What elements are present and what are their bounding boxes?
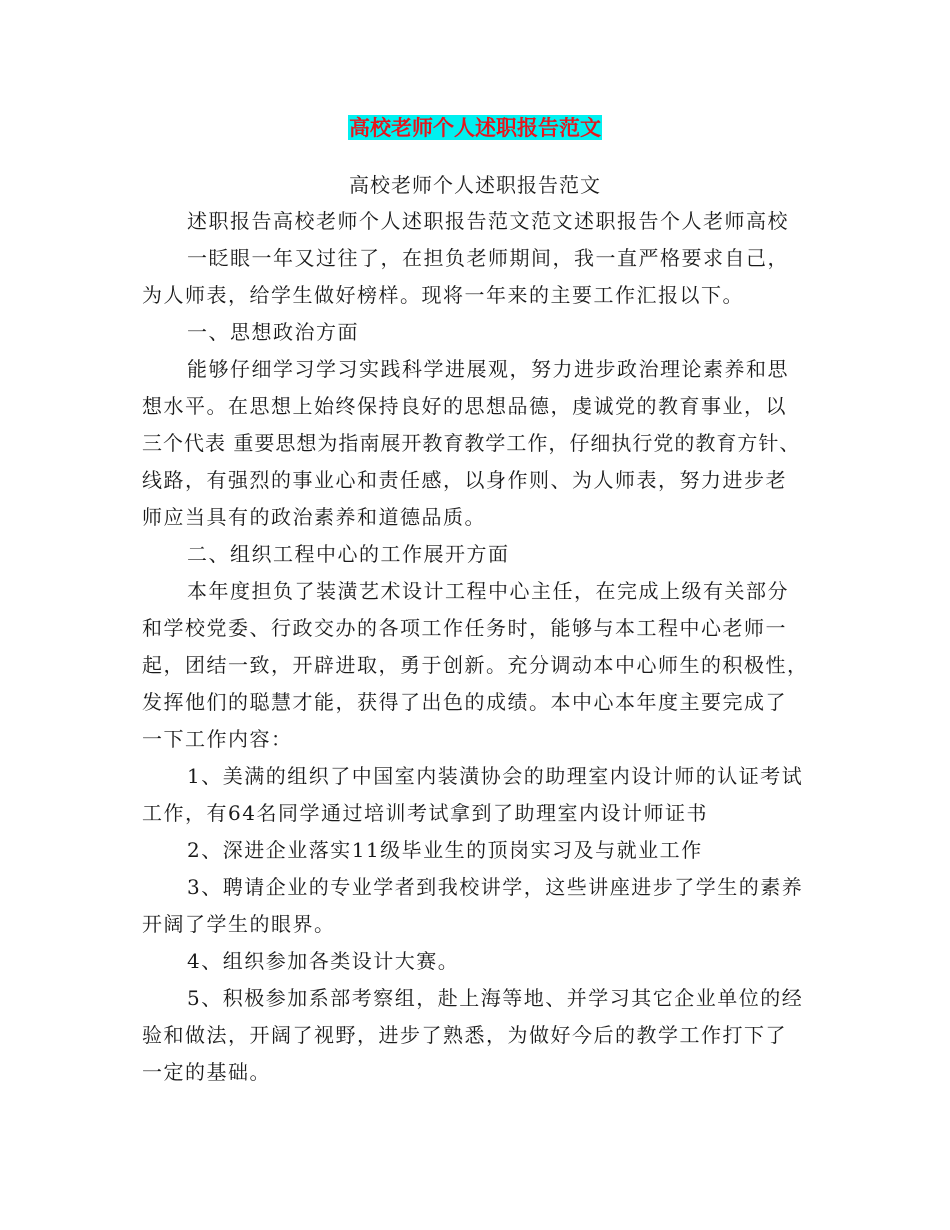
body-line: 三个代表 重要思想为指南展开教育教学工作，仔细执行党的教育方针、 — [142, 431, 801, 455]
body-line: 一定的基础。 — [142, 1060, 271, 1084]
body-line: 发挥他们的聪慧才能，获得了出色的成绩。本中心本年度主要完成了 — [142, 690, 787, 714]
body-line: 为人师表，给学生做好榜样。现将一年来的主要工作汇报以下。 — [142, 283, 744, 307]
section-heading: 二、组织工程中心的工作展开方面 — [187, 542, 510, 566]
body-line: 线路，有强烈的事业心和责任感，以身作则、为人师表，努力进步老 — [142, 468, 787, 492]
body-line: 一眨眼一年又过往了，在担负老师期间，我一直严格要求自己， — [187, 246, 789, 270]
body-line: 想水平。在思想上始终保持良好的思想品德，虔诚党的教育事业，以 — [142, 394, 787, 418]
body-line: 验和做法，开阔了视野，进步了熟悉，为做好今后的教学工作打下了 — [142, 1023, 787, 1047]
list-item: 2、深进企业落实11级毕业生的顶岗实习及与就业工作 — [187, 838, 703, 862]
body-line: 能够仔细学习学习实践科学进展观，努力进步政治理论素养和思 — [187, 357, 789, 381]
body-line: 师应当具有的政治素养和道德品质。 — [142, 505, 486, 529]
document-title-text: 高校老师个人述职报告范文 — [349, 115, 601, 140]
list-item: 3、聘请企业的专业学者到我校讲学，这些讲座进步了学生的素养 — [187, 875, 804, 899]
body-line: 述职报告高校老师个人述职报告范文范文述职报告个人老师高校 — [187, 209, 789, 233]
list-item: 5、积极参加系部考察组，赴上海等地、并学习其它企业单位的经 — [187, 986, 804, 1010]
document-subtitle: 高校老师个人述职报告范文 — [349, 173, 601, 197]
list-item: 1、美满的组织了中国室内装潢协会的助理室内设计师的认证考试 — [187, 764, 804, 788]
body-line: 本年度担负了装潢艺术设计工程中心主任，在完成上级有关部分 — [187, 579, 789, 603]
body-line: 工作，有64名同学通过培训考试拿到了助理室内设计师证书 — [142, 801, 708, 825]
body-line: 和学校党委、行政交办的各项工作任务时，能够与本工程中心老师一 — [142, 616, 787, 640]
body-line: 一下工作内容： — [142, 727, 293, 751]
body-line: 开阔了学生的眼界。 — [142, 912, 336, 936]
document-title — [0, 113, 950, 143]
body-line: 起，团结一致，开辟进取，勇于创新。充分调动本中心师生的积极性， — [142, 653, 809, 677]
list-item: 4、组织参加各类设计大赛。 — [187, 949, 460, 973]
section-heading: 一、思想政治方面 — [187, 320, 359, 344]
